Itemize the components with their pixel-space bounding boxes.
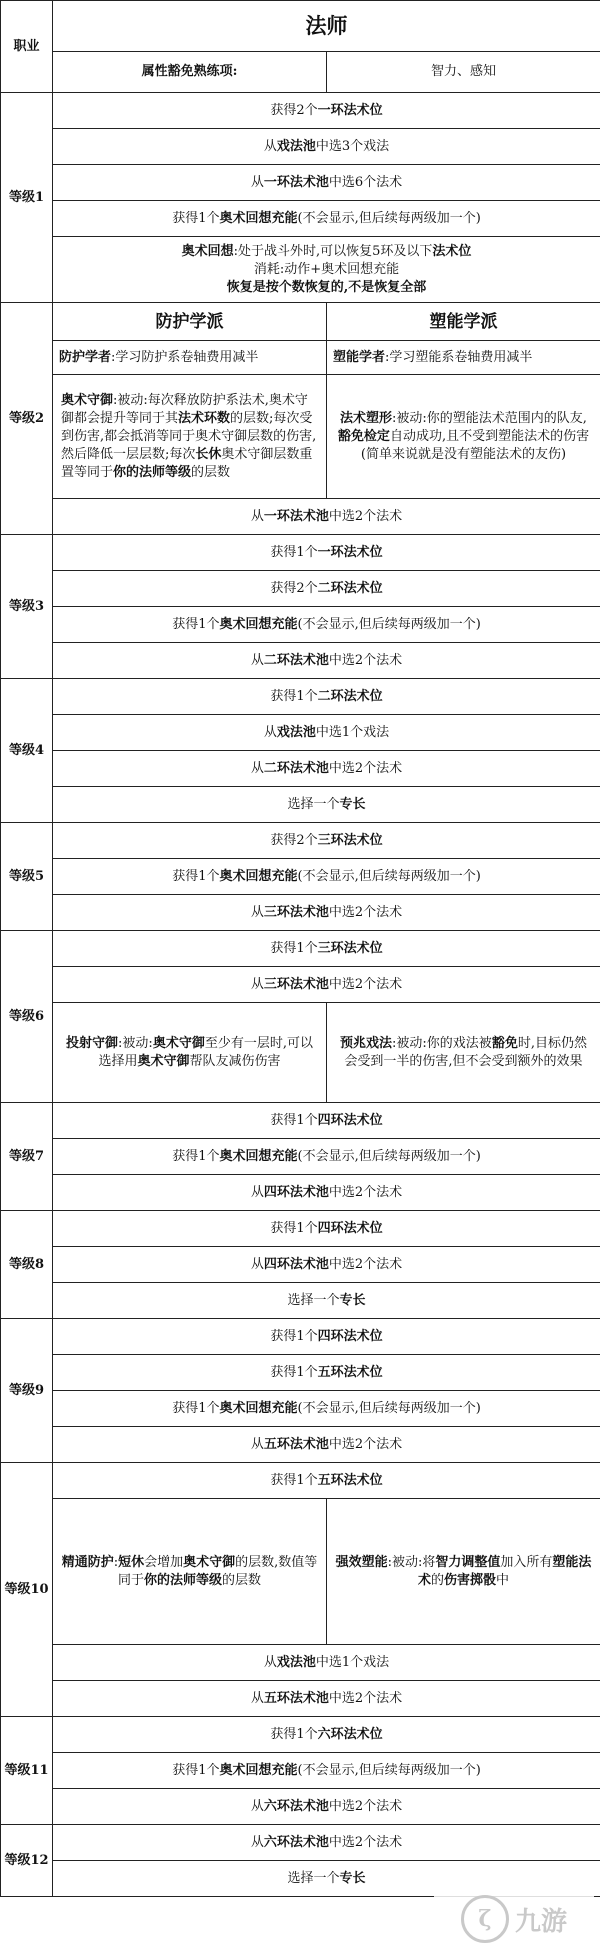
level6-item2: 从三环法术池中选2个法术 bbox=[53, 967, 600, 1003]
level2-row-schools bbox=[1, 303, 600, 341]
level11-label: 等级11 bbox=[1, 1717, 53, 1825]
level1-row2 bbox=[1, 129, 600, 165]
level7-row1 bbox=[1, 1103, 600, 1139]
level2-row-last bbox=[1, 499, 600, 535]
level5-item1: 获得2个三环法术位 bbox=[53, 823, 600, 859]
level7-label: 等级7 bbox=[1, 1103, 53, 1211]
level2-row-feats bbox=[1, 341, 600, 375]
level5-row3 bbox=[1, 895, 600, 931]
watermark-logo-icon: ζ bbox=[461, 1895, 509, 1943]
level9-item4: 从五环法术池中选2个法术 bbox=[53, 1427, 600, 1463]
level10-row1 bbox=[1, 1463, 600, 1499]
level5-row1 bbox=[1, 823, 600, 859]
level12-item2: 选择一个专长 bbox=[53, 1861, 600, 1897]
level4-item3: 从二环法术池中选2个法术 bbox=[53, 751, 600, 787]
level4-item1: 获得1个二环法术位 bbox=[53, 679, 600, 715]
level12-row1 bbox=[1, 1825, 600, 1861]
level9-row2 bbox=[1, 1355, 600, 1391]
watermark bbox=[434, 1887, 594, 1951]
level4-row4 bbox=[1, 787, 600, 823]
level8-row1 bbox=[1, 1211, 600, 1247]
level11-item2: 获得1个奥术回想充能(不会显示,但后续每两级加一个) bbox=[53, 1753, 600, 1789]
level11-row2 bbox=[1, 1753, 600, 1789]
level3-item3: 获得1个奥术回想充能(不会显示,但后续每两级加一个) bbox=[53, 607, 600, 643]
sculpt-spells-desc: 法术塑形:被动:你的塑能法术范围内的队友,豁免检定自动成功,且不受到塑能法术的伤害 (简单来说就是没有塑能法术的友伤) bbox=[327, 375, 600, 499]
level8-row2 bbox=[1, 1247, 600, 1283]
level7-item2: 获得1个奥术回想充能(不会显示,但后续每两级加一个) bbox=[53, 1139, 600, 1175]
level7-row2 bbox=[1, 1139, 600, 1175]
level9-row4 bbox=[1, 1427, 600, 1463]
profession-label: 职业 bbox=[1, 1, 53, 93]
level3-item1: 获得1个一环法术位 bbox=[53, 535, 600, 571]
evocation-savant: 塑能学者:学习塑能系卷轴费用减半 bbox=[327, 341, 600, 375]
level7-row3 bbox=[1, 1175, 600, 1211]
watermark-text: 九游 bbox=[514, 1906, 567, 1937]
level4-item2: 从戏法池中选1个戏法 bbox=[53, 715, 600, 751]
level6-label: 等级6 bbox=[1, 931, 53, 1103]
level7-item3: 从四环法术池中选2个法术 bbox=[53, 1175, 600, 1211]
level4-row1 bbox=[1, 679, 600, 715]
school-abjuration: 防护学派 bbox=[53, 303, 327, 341]
level7-item1: 获得1个四环法术位 bbox=[53, 1103, 600, 1139]
level5-item3: 从三环法术池中选2个法术 bbox=[53, 895, 600, 931]
level4-label: 等级4 bbox=[1, 679, 53, 823]
level8-label: 等级8 bbox=[1, 1211, 53, 1319]
level5-label: 等级5 bbox=[1, 823, 53, 931]
attr-label: 属性豁免熟练项: bbox=[53, 52, 327, 93]
level1-row5 bbox=[1, 237, 600, 303]
level10-row3 bbox=[1, 1645, 600, 1681]
level4-row2 bbox=[1, 715, 600, 751]
level1-row4 bbox=[1, 201, 600, 237]
level2-row-desc bbox=[1, 375, 600, 499]
level1-item2: 从戏法池中选3个戏法 bbox=[53, 129, 600, 165]
level12-item1: 从六环法术池中选2个法术 bbox=[53, 1825, 600, 1861]
level5-item2: 获得1个奥术回想充能(不会显示,但后续每两级加一个) bbox=[53, 859, 600, 895]
school-evocation: 塑能学派 bbox=[327, 303, 600, 341]
level10-item3: 从戏法池中选1个戏法 bbox=[53, 1645, 600, 1681]
level3-row2 bbox=[1, 571, 600, 607]
level11-row1 bbox=[1, 1717, 600, 1753]
level9-row3 bbox=[1, 1391, 600, 1427]
level1-row3 bbox=[1, 165, 600, 201]
level3-label: 等级3 bbox=[1, 535, 53, 679]
level3-item4: 从二环法术池中选2个法术 bbox=[53, 643, 600, 679]
level8-item3: 选择一个专长 bbox=[53, 1283, 600, 1319]
level2-item-last: 从一环法术池中选2个法术 bbox=[53, 499, 600, 535]
level9-item1: 获得1个四环法术位 bbox=[53, 1319, 600, 1355]
potent-cantrip-desc: 预兆戏法:被动:你的戏法被豁免时,目标仍然会受到一半的伤害,但不会受到额外的效果 bbox=[327, 1003, 600, 1103]
arcane-recovery-desc: 奥术回想:处于战斗外时,可以恢复5环及以下法术位 消耗:动作+奥术回想充能 恢复是按个数恢复的,不是恢复全部 bbox=[53, 237, 600, 303]
header-row-title bbox=[1, 1, 600, 52]
level3-row4 bbox=[1, 643, 600, 679]
level1-row1 bbox=[1, 93, 600, 129]
improved-abjuration-desc: 精通防护:短休会增加奥术守御的层数,数值等同于你的法师等级的层数 bbox=[53, 1499, 327, 1645]
level6-item1: 获得1个三环法术位 bbox=[53, 931, 600, 967]
level10-row2 bbox=[1, 1499, 600, 1645]
level8-item1: 获得1个四环法术位 bbox=[53, 1211, 600, 1247]
level10-item4: 从五环法术池中选2个法术 bbox=[53, 1681, 600, 1717]
attr-value: 智力、感知 bbox=[327, 52, 600, 93]
level3-item2: 获得2个二环法术位 bbox=[53, 571, 600, 607]
level6-row2 bbox=[1, 967, 600, 1003]
level6-row3 bbox=[1, 1003, 600, 1103]
level9-item2: 获得1个五环法术位 bbox=[53, 1355, 600, 1391]
level10-label: 等级10 bbox=[1, 1463, 53, 1717]
level3-row3 bbox=[1, 607, 600, 643]
level11-item3: 从六环法术池中选2个法术 bbox=[53, 1789, 600, 1825]
level10-row4 bbox=[1, 1681, 600, 1717]
level11-item1: 获得1个六环法术位 bbox=[53, 1717, 600, 1753]
level1-item3: 从一环法术池中选6个法术 bbox=[53, 165, 600, 201]
level3-row1 bbox=[1, 535, 600, 571]
level12-label: 等级12 bbox=[1, 1825, 53, 1897]
level8-row3 bbox=[1, 1283, 600, 1319]
level1-item4: 获得1个奥术回想充能(不会显示,但后续每两级加一个) bbox=[53, 201, 600, 237]
level9-row1 bbox=[1, 1319, 600, 1355]
level4-item4: 选择一个专长 bbox=[53, 787, 600, 823]
arcane-ward-desc: 奥术守御:被动:每次释放防护系法术,奥术守御都会提升等同于其法术环数的层数;每次受到伤害,都会抵消等同于奥术守御层数的伤害,然后降低一层层数;每次长休奥术守御层数重置等同于你的法师等级的层数 bbox=[53, 375, 327, 499]
level4-row3 bbox=[1, 751, 600, 787]
class-name: 法师 bbox=[53, 1, 600, 52]
level2-label: 等级2 bbox=[1, 303, 53, 535]
level9-item3: 获得1个奥术回想充能(不会显示,但后续每两级加一个) bbox=[53, 1391, 600, 1427]
level9-label: 等级9 bbox=[1, 1319, 53, 1463]
level11-row3 bbox=[1, 1789, 600, 1825]
projected-ward-desc: 投射守御:被动:奥术守御至少有一层时,可以选择用奥术守御帮队友减伤伤害 bbox=[53, 1003, 327, 1103]
header-row-attr bbox=[1, 52, 600, 93]
abjuration-savant: 防护学者:学习防护系卷轴费用减半 bbox=[53, 341, 327, 375]
level5-row2 bbox=[1, 859, 600, 895]
level8-item2: 从四环法术池中选2个法术 bbox=[53, 1247, 600, 1283]
level1-label: 等级1 bbox=[1, 93, 53, 303]
level1-item1: 获得2个一环法术位 bbox=[53, 93, 600, 129]
level6-row1 bbox=[1, 931, 600, 967]
empowered-evocation-desc: 强效塑能:被动:将智力调整值加入所有塑能法术的伤害掷骰中 bbox=[327, 1499, 600, 1645]
level10-item1: 获得1个五环法术位 bbox=[53, 1463, 600, 1499]
